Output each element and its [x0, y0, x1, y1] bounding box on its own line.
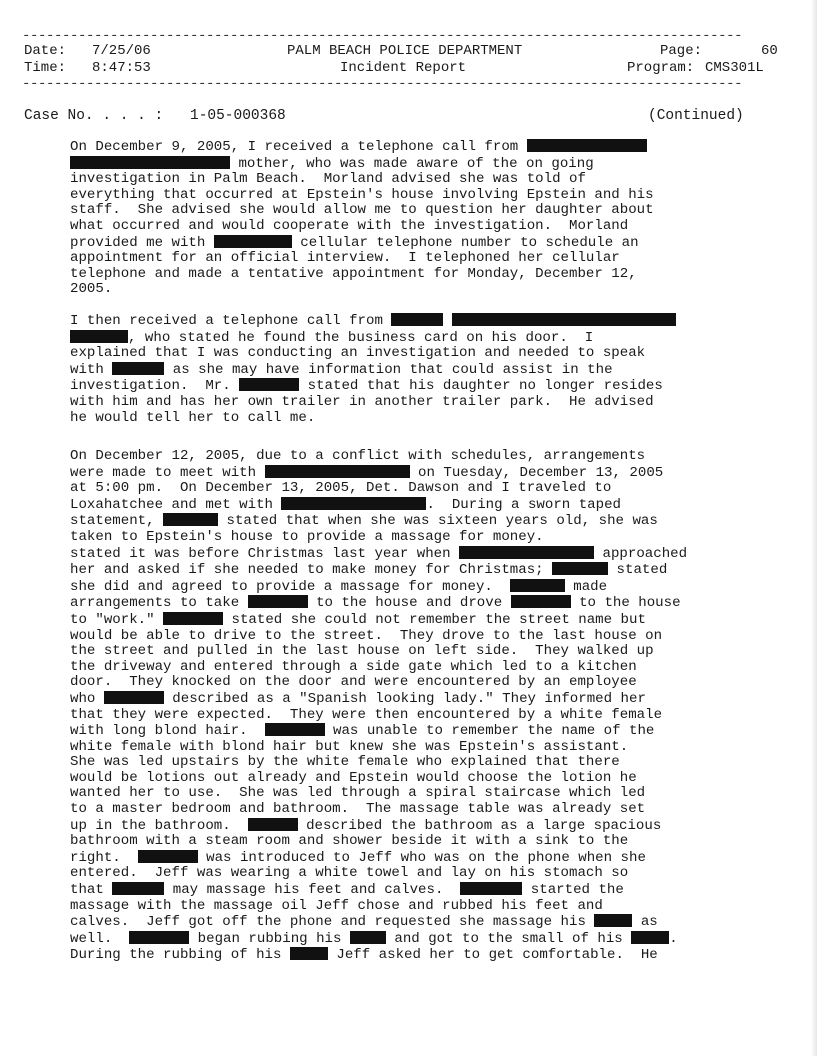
text-line	[70, 251, 760, 267]
text-line	[70, 882, 760, 899]
redaction-bar	[265, 723, 325, 736]
text-line	[70, 802, 760, 818]
redaction-bar	[510, 579, 565, 592]
case-number: 1-05-000368	[190, 108, 286, 124]
text-segment: was unable to remember the name of the	[324, 723, 655, 740]
text-line	[70, 465, 760, 482]
text-segment: right.	[70, 849, 138, 866]
text-segment: everything that occurred at Epstein's house involving Epstein and his	[70, 186, 654, 203]
text-segment: on Tuesday, December 13, 2005	[409, 464, 664, 481]
text-segment: massage with the massage oil Jeff chose and rubbed his feet and	[70, 897, 603, 914]
text-line	[70, 579, 760, 596]
header-rule-top: ------------------------------------------------------------------------------------------	[22, 28, 743, 44]
text-segment: and got to the small of his	[385, 930, 632, 947]
text-line	[70, 481, 760, 497]
redaction-bar	[214, 235, 292, 248]
text-segment: as	[632, 914, 658, 931]
redaction-bar	[527, 139, 647, 152]
text-line	[70, 219, 760, 235]
text-line	[70, 644, 760, 660]
redaction-bar	[511, 595, 571, 608]
text-segment: were made to meet with	[70, 464, 265, 481]
text-segment: staff. She advised she would allow me to question her daughter about	[70, 202, 654, 219]
text-line	[70, 449, 760, 465]
text-segment: was introduced to Jeff who was on the phone when she	[197, 849, 646, 866]
text-segment: stated it was before Christmas last year when	[70, 545, 460, 562]
text-segment: would be able to drive to the street. They drove to the last house on	[70, 627, 663, 644]
redaction-bar	[138, 850, 198, 863]
text-segment: he would tell her to call me.	[70, 409, 316, 426]
redaction-bar	[391, 313, 443, 326]
narrative-paragraph-2	[70, 313, 760, 426]
text-segment: She was led upstairs by the white female who explained that there	[70, 754, 620, 771]
text-line	[70, 834, 760, 850]
text-line	[70, 282, 760, 298]
redaction-bar	[552, 562, 608, 575]
text-segment: to the house and drove	[307, 595, 511, 612]
text-line	[70, 497, 760, 514]
text-segment: statement,	[70, 513, 164, 530]
program-label: Program:	[627, 60, 695, 76]
text-segment: may massage his feet and calves.	[164, 882, 461, 899]
text-line	[70, 660, 760, 676]
text-segment: provided me with	[70, 234, 214, 251]
redaction-bar	[265, 465, 410, 478]
text-segment: the driveway and entered through a side gate which led to a kitchen	[70, 658, 637, 675]
text-segment: with long blond hair.	[70, 723, 265, 740]
text-segment: the street and pulled in the last house on left side. They walked up	[70, 643, 654, 660]
text-line	[70, 395, 760, 411]
text-segment: well.	[70, 930, 130, 947]
text-segment: started the	[522, 882, 624, 899]
text-segment: who	[70, 690, 104, 707]
text-segment	[443, 313, 451, 329]
text-segment: calves. Jeff got off the phone and requested she massage his	[70, 914, 595, 931]
date-value: 7/25/06	[92, 43, 151, 59]
text-line	[70, 771, 760, 787]
program-value: CMS301L	[705, 60, 764, 76]
text-line	[70, 947, 760, 964]
text-segment: she did and agreed to provide a massage for money.	[70, 578, 510, 595]
text-segment: , who stated he found the business card on his door. I	[128, 329, 594, 346]
text-line	[70, 850, 760, 867]
text-segment: with	[70, 361, 113, 378]
text-line	[70, 378, 760, 395]
continued-label: (Continued)	[648, 108, 744, 124]
text-segment: bathroom with a steam room and shower beside it with a sink to the	[70, 833, 629, 850]
header-rule-bottom: ------------------------------------------------------------------------------------------	[22, 76, 743, 92]
redaction-bar	[163, 612, 223, 625]
text-segment: as she may have information that could assist in the	[164, 361, 613, 378]
text-segment: with him and has her own trailer in another trailer park. He advised	[70, 393, 654, 410]
text-line	[70, 675, 760, 691]
text-line	[70, 362, 760, 379]
redaction-bar	[281, 497, 426, 510]
redaction-bar	[248, 818, 298, 831]
text-segment: investigation in Palm Beach. Morland advised she was told of	[70, 171, 586, 188]
text-segment: at 5:00 pm. On December 13, 2005, Det. Dawson and I traveled to	[70, 480, 612, 497]
text-line	[70, 188, 760, 204]
text-segment: taken to Epstein's house to provide a massage for money.	[70, 528, 544, 545]
redaction-bar	[104, 691, 164, 704]
text-segment: described as a "Spanish looking lady." They informed her	[163, 690, 646, 707]
text-segment: that	[70, 882, 113, 899]
text-line	[70, 530, 760, 546]
text-segment: white female with blond hair but knew she was Epstein's assistant.	[70, 738, 629, 755]
text-segment: wanted her to use. She was led through a spiral staircase which led	[70, 785, 646, 802]
text-line	[70, 346, 760, 362]
text-segment: described the bathroom as a large spacious	[297, 817, 662, 834]
text-line	[70, 629, 760, 645]
text-segment: to "work."	[70, 611, 164, 628]
text-segment: that they were expected. They were then encountered by a white female	[70, 706, 663, 723]
redaction-bar	[163, 513, 218, 526]
text-segment: stated she could not remember the street name but	[223, 611, 646, 628]
text-segment: entered. Jeff was wearing a white towel and lay on his stomach so	[70, 865, 629, 882]
redaction-bar	[631, 931, 669, 944]
text-line	[70, 931, 760, 948]
text-segment: On December 12, 2005, due to a conflict with schedules, arrangements	[70, 448, 646, 464]
department-name: PALM BEACH POLICE DEPARTMENT	[287, 43, 523, 59]
text-line	[70, 691, 760, 708]
redaction-bar	[112, 362, 164, 375]
redaction-bar	[290, 947, 328, 960]
report-type: Incident Report	[340, 60, 467, 76]
text-segment: mother, who was made aware of the on going	[230, 155, 594, 172]
redaction-bar	[460, 882, 522, 895]
text-line	[70, 203, 760, 219]
text-segment: arrangements to take	[70, 595, 248, 612]
redaction-bar	[70, 156, 230, 169]
text-line	[70, 562, 760, 579]
text-segment: stated	[608, 562, 668, 579]
text-line	[70, 786, 760, 802]
text-segment: On December 9, 2005, I received a telephone call from	[70, 139, 527, 155]
text-segment: would be lotions out already and Epstein would choose the lotion he	[70, 769, 637, 786]
text-segment: stated that when she was sixteen years old, she was	[218, 513, 658, 530]
text-line	[70, 708, 760, 724]
narrative-paragraph-3	[70, 449, 760, 964]
text-segment: .	[669, 930, 678, 947]
text-line	[70, 723, 760, 740]
text-segment: I then received a telephone call from	[70, 313, 392, 329]
text-line	[70, 235, 760, 252]
text-segment: explained that I was conducting an investigation and needed to speak	[70, 345, 646, 362]
time-label: Time:	[24, 60, 67, 76]
text-line	[70, 267, 760, 283]
text-segment: 2005.	[70, 281, 113, 298]
text-line	[70, 330, 760, 347]
text-segment: up in the bathroom.	[70, 817, 248, 834]
text-segment: investigation. Mr.	[70, 378, 240, 395]
text-segment: telephone and made a tentative appointment for Monday, December 12,	[70, 265, 637, 282]
scan-edge	[811, 0, 817, 1056]
page-number: 60	[761, 43, 778, 59]
text-segment: began rubbing his	[189, 930, 350, 947]
text-line	[70, 595, 760, 612]
date-label: Date:	[24, 43, 67, 59]
text-line	[70, 139, 760, 156]
narrative-paragraph-1	[70, 139, 760, 298]
time-value: 8:47:53	[92, 60, 151, 76]
case-label: Case No. . . . :	[24, 108, 164, 124]
text-line	[70, 513, 760, 530]
text-line	[70, 818, 760, 835]
text-line	[70, 612, 760, 629]
text-segment: . During a sworn taped	[426, 496, 621, 513]
redaction-bar	[459, 546, 594, 559]
text-segment: to the house	[570, 595, 681, 612]
redaction-bar	[452, 313, 676, 326]
redaction-bar	[70, 330, 128, 343]
text-line	[70, 313, 760, 330]
redaction-bar	[129, 931, 189, 944]
text-segment: made	[564, 578, 608, 595]
text-line	[70, 866, 760, 882]
redaction-bar	[594, 914, 632, 927]
redaction-bar	[350, 931, 386, 944]
redaction-bar	[239, 378, 299, 391]
redaction-bar	[112, 882, 164, 895]
text-segment: her and asked if she needed to make money for Christmas;	[70, 562, 553, 579]
text-segment: cellular telephone number to schedule an	[291, 234, 639, 251]
text-segment: Jeff asked her to get comfortable. He	[327, 947, 658, 964]
text-segment: door. They knocked on the door and were encountered by an employee	[70, 674, 637, 691]
text-line	[70, 411, 760, 427]
text-segment: approached	[594, 545, 688, 562]
text-line	[70, 914, 760, 931]
text-segment: Loxahatchee and met with	[70, 496, 282, 513]
text-line	[70, 899, 760, 915]
page-label: Page:	[660, 43, 703, 59]
text-line	[70, 172, 760, 188]
text-segment: During the rubbing of his	[70, 947, 290, 964]
text-segment: to a master bedroom and bathroom. The massage table was already set	[70, 801, 646, 818]
text-segment: appointment for an official interview. I telephoned her cellular	[70, 250, 620, 267]
redaction-bar	[248, 595, 308, 608]
text-segment: stated that his daughter no longer resides	[299, 378, 663, 395]
text-segment: what occurred and would cooperate with the investigation. Morland	[70, 217, 629, 234]
text-line	[70, 546, 760, 563]
text-line	[70, 156, 760, 173]
text-line	[70, 755, 760, 771]
text-line	[70, 740, 760, 756]
